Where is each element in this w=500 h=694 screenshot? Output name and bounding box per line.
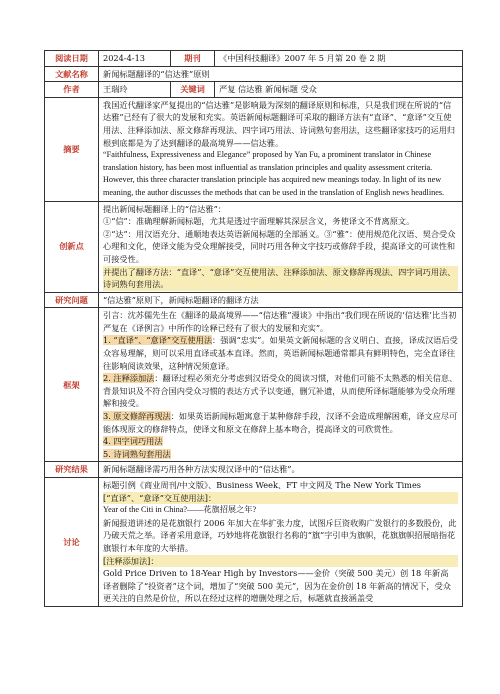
doc-name-row	[45, 66, 463, 82]
framework-method-2	[103, 372, 458, 410]
discussion-line-4: 新闻报道讲述的是花旗银行 2006 年加大在华扩张力度，试图斥巨资收购广发银行的多数股份，此乃破天荒之举。译者采用意译，巧妙地将花旗银行名称的“旗”字引申为旗帜，花旗旗帜招展暗指花旗银行本年度的大举措。	[103, 517, 457, 553]
innovation-line-1: 提出新闻标题翻译上的“信达雅”：	[103, 203, 226, 214]
method-2-text: ：翻译过程必须充分考虑到汉语受众的阅读习惯，对他们可能不太熟悉的相关信息、背景知识及不符合国内受众习惯的表达方式予以变通，删冗补遗，从而使所译标题能够为受众所理解和接受。	[103, 373, 458, 409]
innovation-label: 创新点	[45, 201, 99, 292]
innovation-line-2: ①“信”：准确理解新闻标题，尤其是透过字面理解其深层含义，务使译文不背离原文。	[103, 216, 415, 227]
header-row	[45, 51, 463, 67]
innovation-line-4: 并提出了翻译方法：“直译”、“意译”交互使用法、注释添加法、原文修辞再现法、四字词巧用法、诗词熟句套用法。	[103, 266, 458, 291]
date-label: 阅读日期	[45, 51, 99, 67]
author-label: 作者	[45, 82, 99, 98]
reading-note-table	[44, 50, 463, 607]
keywords-label: 关键词	[171, 82, 215, 98]
research-question-label: 研究问题	[45, 292, 99, 308]
framework-method-5	[103, 448, 458, 461]
framework-method-3	[103, 410, 458, 435]
method-4-title: 4. 四字词巧用法	[103, 436, 163, 447]
discussion-line-5: [注释添加法]：	[103, 555, 458, 568]
journal-value: 《中国科技翻译》2007 年 5 月第 20 卷 2 期	[215, 51, 463, 67]
results-row	[45, 462, 463, 478]
framework-method-1	[103, 334, 458, 372]
journal-label: 期刊	[171, 51, 215, 67]
discussion-line-2: [“直译”、“意译”交互使用法]：	[103, 492, 458, 505]
reading-note-sheet	[44, 50, 462, 607]
doc-name-value: 新闻标题翻译的“信达雅”原则	[99, 66, 463, 82]
discussion-cell	[99, 478, 463, 607]
method-3-title: 3. 原文修辞再现法	[103, 411, 171, 422]
innovation-cell	[99, 201, 463, 292]
abstract-zh: 我国近代翻译家严复提出的“信达雅”是影响最为深刻的翻译原则和标准，只是我们现在所说的“信达雅”已经有了很大的发展和充实。英语新闻标题翻译可采取的翻译方法有“直译”、“意译”交互使用法、注释添加法、原文修辞再现法、四字词巧用法、诗词熟句套用法，这些翻译家技巧的运用归根到底都是为了达到翻译的最高境界——信达雅。	[103, 99, 456, 148]
research-question-row	[45, 292, 463, 308]
method-5-title: 5. 诗词熟句套用法	[103, 448, 171, 459]
keywords-value: 严复 信达雅 新闻标题 受众	[215, 82, 463, 98]
framework-intro: 引言：沈苏儒先生在《翻译的最高境界——“信达雅”漫谈》中指出“我们现在所说的‘信达雅’比当初严复在《译例言》中所作的诠释已经有了很大的发展和充实”。	[103, 310, 457, 333]
abstract-label: 摘要	[45, 97, 99, 201]
discussion-line-7: 译者删除了“投资者”这个词，增加了“突破 500 美元”，因为在金价创 18 年新高的情况下，受众更关注的自然是价位，所以在经过这样的增删处理之后，标题就直接涵盖受	[103, 580, 451, 604]
framework-row	[45, 308, 463, 462]
method-1-text: ：强调“忠实”。如果英文新闻标题的含义明白、直接，译成汉语后受众容易理解，则可以采用直译或基本直译。然而，英语新闻标题通常都具有鲜明特色，完全直译往往影响阅读效果，这种情况须意译。	[103, 335, 458, 371]
discussion-line-3: Year of the Citi in China?——花旗招展之年?	[103, 505, 257, 515]
method-2-title: 2. 注释添加法	[103, 373, 155, 384]
innovation-row	[45, 201, 463, 292]
research-question-value: “信达雅”原则下，新闻标题翻译的翻译方法	[99, 292, 463, 308]
author-value: 王瑞玲	[99, 82, 171, 98]
results-label: 研究结果	[45, 462, 99, 478]
method-3-text: ：如果英语新闻标题寓意于某种修辞手段，汉译不会造成理解困难，译文应尽可能体现原文的修辞特点，使译文和原文在修辞上基本吻合，提高译文的可欣赏性。	[103, 411, 458, 434]
author-row	[45, 82, 463, 98]
discussion-line-6: Gold Price Driven to 18-Year High by Investors——金价（突破 500 美元）创 18 年新高	[103, 568, 449, 579]
discussion-line-1: 标题引例《商业周刊/中文版》、Business Week、FT 中文网及 The New York Times	[103, 480, 421, 490]
method-1-title: 1. “直译”、“意译”交互使用法	[103, 335, 213, 346]
framework-cell	[99, 308, 463, 462]
discussion-row	[45, 478, 463, 607]
framework-label: 框架	[45, 308, 99, 462]
abstract-cell	[99, 97, 463, 201]
discussion-label: 讨论	[45, 478, 99, 607]
abstract-row	[45, 97, 463, 201]
abstract-en: “Faithfulness, Expressiveness and Elegance” proposed by Yan Fu, a prominent translator in Chinese translation history, has been most influential as translation principles and quality assessment criteria. However, this three character translation principle has acquired new meanings today. In light of its new meaning, the author discusses the methods that can be used in the translation of English news headlines.	[103, 150, 445, 197]
doc-name-label: 文献名称	[45, 66, 99, 82]
innovation-line-3: ②“达”：用汉语充分、通顺地表达英语新闻标题的全部涵义。③“雅”：使用规范化汉语、契合受众心理和文化，使译文能为受众理解接受，同时巧用各种文字技巧或修辞手段，提高译文的可读性和可接受性。	[103, 228, 456, 264]
reading-date: 2024-4-13	[99, 51, 171, 67]
results-value: 新闻标题翻译需巧用各种方法实现汉译中的“信达雅”。	[99, 462, 463, 478]
framework-method-4	[103, 435, 458, 448]
